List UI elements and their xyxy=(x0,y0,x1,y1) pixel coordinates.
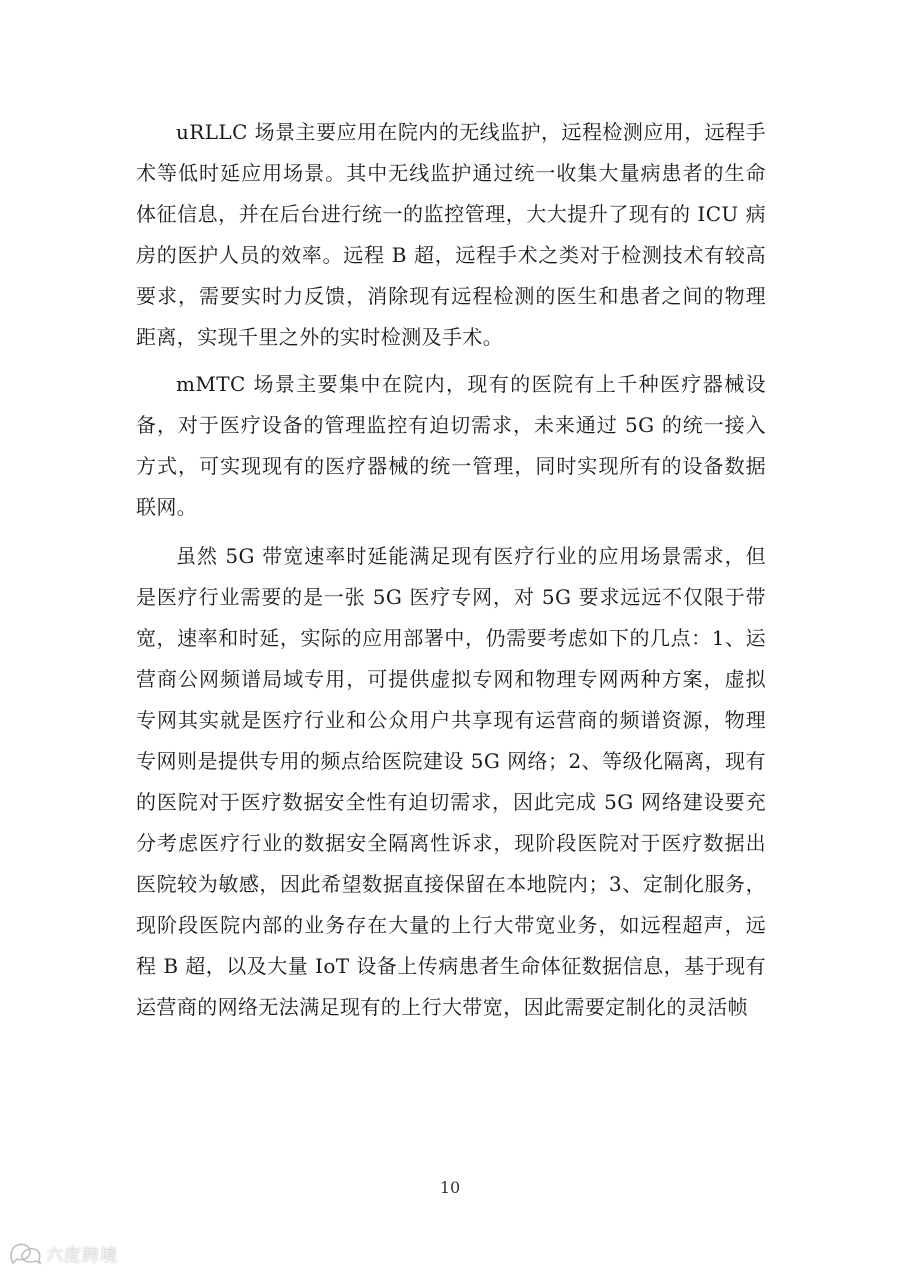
watermark-text: 六度跨境 xyxy=(46,1245,118,1266)
paragraph-mmtc: mMTC 场景主要集中在院内，现有的医院有上千种医疗器械设备，对于医疗设备的管理监控有迫切需求，未来通过 5G 的统一接入方式，可实现现有的医疗器械的统一管理，同时实现所有的设备数据联网。 xyxy=(136,372,766,519)
paragraph-urllc: uRLLC 场景主要应用在院内的无线监护，远程检测应用，远程手术等低时延应用场景。其中无线监护通过统一收集大量病患者的生命体征信息，并在后台进行统一的监控管理，大大提升了现有的 ICU 病房的医护人员的效率。远程 B 超，远程手术之类对于检测技术有较高要求，需要实时力反馈，消除现有远程检测的医生和患者之间的物理距离，实现千里之外的实时检测及手术。 xyxy=(136,120,766,349)
page-number: 10 xyxy=(439,1178,461,1197)
watermark xyxy=(8,1240,118,1266)
paragraph-5g-private-network: 虽然 5G 带宽速率时延能满足现有医疗行业的应用场景需求，但是医疗行业需要的是一张 5G 医疗专网，对 5G 要求远远不仅限于带宽，速率和时延，实际的应用部署中，仍需要考虑如下的几点：1、运营商公网频谱局域专用，可提供虚拟专网和物理专网两种方案，虚拟专网其实就是医疗行业和公众用户共享现有运营商的频谱资源，物理专网则是提供专用的频点给医院建设 5G 网络；2、等级化隔离，现有的医院对于医疗数据安全性有迫切需求，因此完成 5G 网络建设要充分考虑医疗行业的数据安全隔离性诉求，现阶段医院对于医疗数据出医院较为敏感，因此希望数据直接保留在本地院内；3、定制化服务，现阶段医院内部的业务存在大量的上行大带宽业务，如远程超声，远程 B 超，以及大量 IoT 设备上传病患者生命体征数据信息，基于现有运营商的网络无法满足现有的上行大带宽，因此需要定制化的灵活帧 xyxy=(136,544,766,1019)
document-body xyxy=(136,112,766,1028)
chat-bubble-logo-icon xyxy=(8,1241,42,1265)
